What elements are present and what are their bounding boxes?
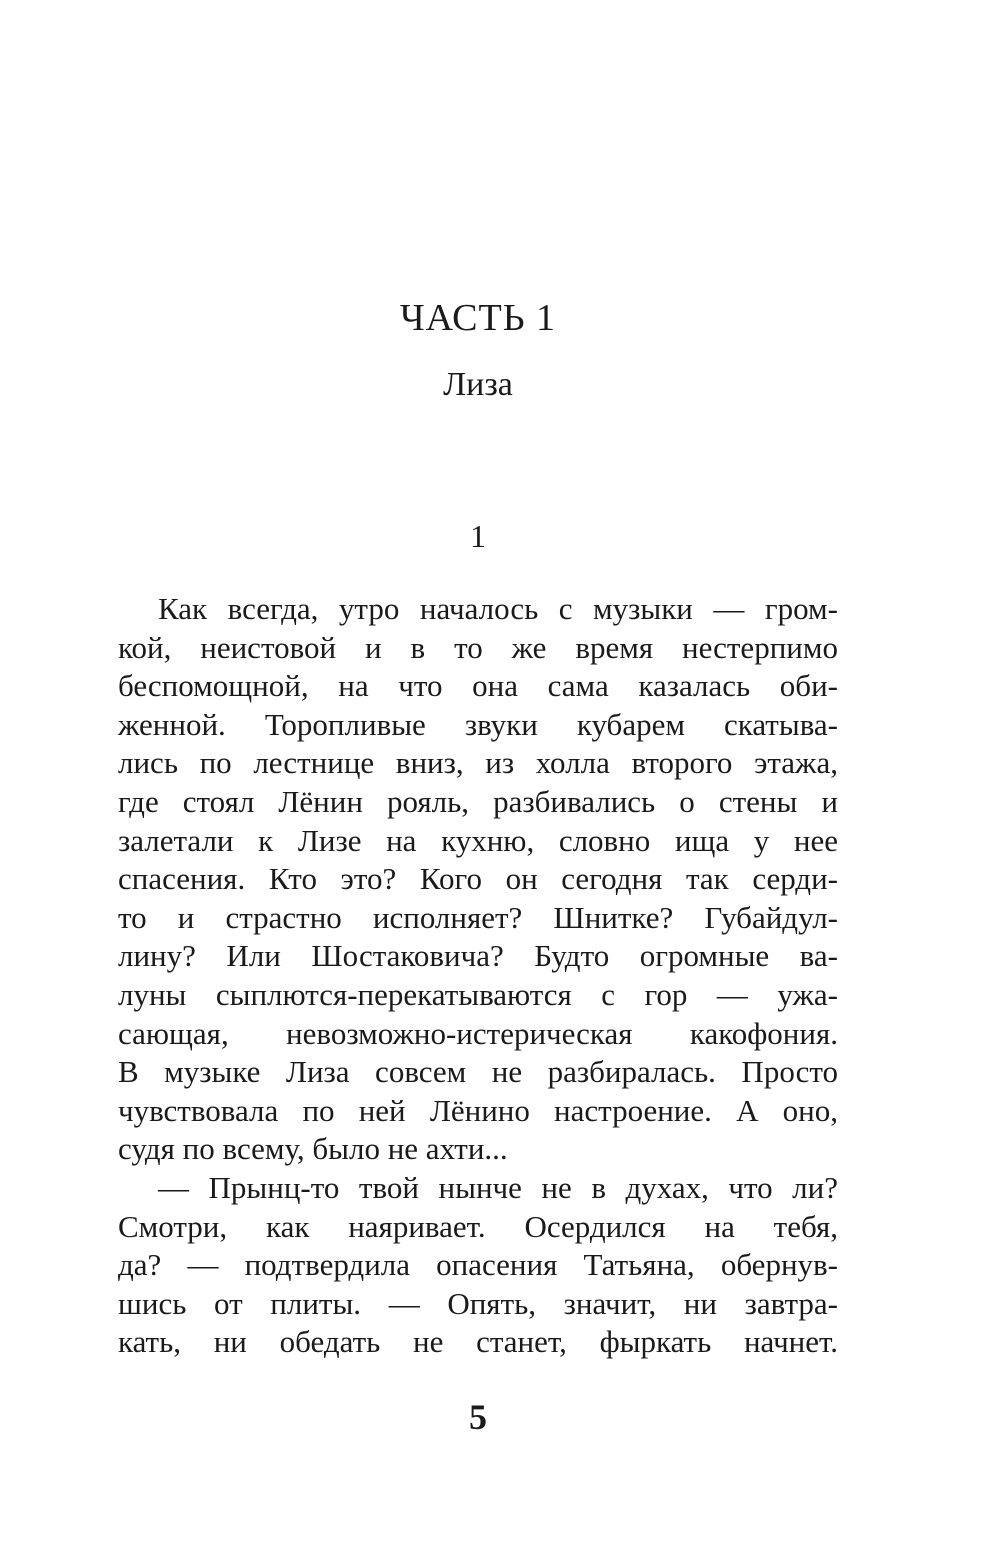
text-line: В музыке Лиза совсем не разбиралась. Просто (118, 1054, 838, 1090)
text-line: кой, неистовой и в то же время нестерпимо (118, 629, 838, 665)
text-line: кать, ни обедать не станет, фыркать начнет. (118, 1324, 838, 1360)
text-line: то и страстно исполняет? Шнитке? Губайдул- (118, 899, 838, 935)
text-line: шись от плиты. — Опять, значит, ни завтра- (118, 1285, 838, 1321)
text-line: да? — подтвердила опасения Татьяна, обернув- (118, 1247, 838, 1283)
text-line: сающая, невозможно-истерическая какофония. (118, 1015, 838, 1051)
text-line: лись по лестнице вниз, из холла второго этажа, (118, 745, 838, 781)
part-subtitle: Лиза (443, 366, 513, 403)
text-line: луны сыплются-перекатываются с гор — ужа- (118, 976, 838, 1012)
text-line: женной. Торопливые звуки кубарем скатыва- (118, 706, 838, 742)
text-line: Смотри, как наяривает. Осердился на тебя, (118, 1208, 838, 1244)
text-line: где стоял Лёнин рояль, разбивались о стены и (118, 783, 838, 819)
chapter-number: 1 (470, 518, 486, 554)
text-line: залетали к Лизе на кухню, словно ища у нее (118, 822, 838, 858)
text-line: Как всегда, утро началось с музыки — гром- (158, 591, 838, 626)
text-line: судя по всему, было не ахти... (118, 1131, 508, 1167)
text-line: беспомощной, на что она сама казалась оби- (118, 668, 838, 704)
body-text (118, 590, 838, 1362)
text-line: — Прынц-то твой нынче не в духах, что ли? (158, 1169, 838, 1205)
text-line: чувствовала по ней Лёнино настроение. А оно, (118, 1092, 838, 1128)
text-line: лину? Или Шостаковича? Будто огромные ва- (118, 938, 838, 974)
page-number: 5 (469, 1397, 487, 1437)
text-line: спасения. Кто это? Кого он сегодня так серди- (118, 861, 838, 897)
part-title: ЧАСТЬ 1 (399, 297, 557, 339)
